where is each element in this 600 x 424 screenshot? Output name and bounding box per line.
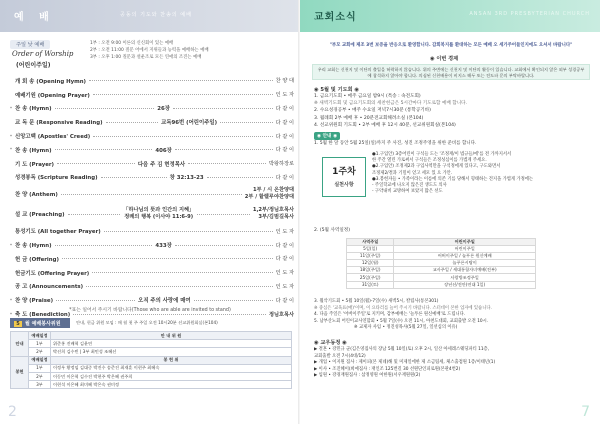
- table-row: 25일(주일) 사랑방조정주일: [347, 274, 536, 281]
- table-row: 2부 박선희 김수빈 | 3부 최민성 조혜선: [11, 348, 292, 356]
- week-one-label: 1주차: [332, 167, 356, 177]
- worship-title-kr: (어린이주일): [16, 62, 51, 69]
- service-committee-tag: 5 월 예배봉사위원: [10, 318, 70, 328]
- table-row: 1부 위준홍 진배혁 김윤연: [11, 340, 292, 348]
- left-page-number: 2: [8, 404, 17, 420]
- schedule-table: [346, 238, 536, 289]
- worship-item: 공 고 (Announcements) 인 도 자: [15, 283, 294, 291]
- table-row: 2부 이동민 이은혁 김수진 박현주 박은혜 권주희: [11, 372, 292, 380]
- list-item: ※ 교제자 사임 • 정진성목사(5월 27일, 일선심의 이유): [354, 325, 458, 331]
- list-item: ▶ 이사 • 조진혜이(희예집사 : 재인조 125번길 30 선원단인피로원(본관4번2): [314, 366, 461, 372]
- worship-item: 개 회 송 (Opening Hymn) 찬 양 대: [15, 78, 294, 85]
- list-item: 3. 월례회 2부 예배 후 • 20분전교회해려소실 (본104): [314, 115, 424, 121]
- list-item: ▶ 개업 • 이지원 집사 : 제이피(본 제네)해 및 미제일에한 제 소금팀세, 체스출점원 1층/이태년(1): [314, 360, 496, 366]
- list-item: ▶ 결혼 • 강민규 군(김은영집사의 장남 5월 10일(토) 오후 2시, 일산 아세레스웨딩파티 11층,: [314, 347, 490, 352]
- left-header-title: 예 배: [14, 12, 55, 23]
- worship-item: * 찬 송 (Hymn) 26장 다 같 이: [10, 105, 295, 113]
- right-page: [300, 0, 600, 424]
- week-one-sublabel: 실천사항: [334, 182, 354, 188]
- list-item: ※ 새벽기도회 및 금요기도회의 세찬헌금은 5시간마다 기도로합 예배 합니다.: [314, 101, 468, 107]
- members-news-list: [314, 347, 592, 380]
- right-header: [300, 0, 600, 32]
- list-item: 1. 금요기도회 • 매주 금요일 밤9시 (특송 : 속전도회): [314, 94, 421, 99]
- worship-title-en: Order of Worship: [12, 50, 74, 58]
- list-item: 5. 남부산노회 어린이교사연합회 • 5월 7일(수) 오전 11시, 아천도대회, 교회출발 오전 10시.: [314, 318, 489, 324]
- worship-anthem: 찬 양 (Anthem) 1부 / 시 온찬양대 2부 / 할렐루야찬양대: [15, 187, 294, 201]
- list-item: 2. 수요성경공부 • 매주 수요일 저녁7시30분 (통학공기바): [314, 108, 431, 114]
- table-row: 11일(주일) 어버이주일 / 늘푸른 원신예배: [347, 253, 536, 260]
- schedule-title: 2. (5월 사역일정): [314, 228, 350, 233]
- worship-item: * 찬 송 (Hymn) 406장 다 같 이: [10, 147, 295, 154]
- worship-item: * 찬 송 (Hymn) 433장 다 같 이: [10, 242, 295, 250]
- members-news-title: ◉ 교우동정 ◉: [314, 340, 347, 346]
- worship-heading: [0, 38, 300, 74]
- left-header-subtitle: 공동의 기도와 찬송의 예배: [120, 12, 192, 18]
- worship-item: 예배기원 (Opening Prayer) 인 도 자: [15, 92, 294, 99]
- week-one-box: [322, 157, 366, 197]
- worship-times: [90, 40, 209, 61]
- worship-item: * 신앙고백 (Apostles' Creed) 다 같 이: [10, 133, 294, 141]
- list-item: ※ 중심은 '교육표(매)'이며, 이 요타러를 늘어 주시기 바랍니다. 스터데이 본한 업자에 있습니다.: [314, 305, 492, 311]
- table-row: 18일(주일) 교사주일 / 세대통합자녀예배(전부): [347, 267, 536, 274]
- worship-sermon: 설 교 (Preaching) 「하나님의 뜻과 인간의 지혜」 정례의 행복 (이사야 11:6-9) 1,2부/정님호목사 3부/김범길목사: [15, 207, 294, 221]
- table-row: 1부 이정우 황정임 김대중 박진수 송준진 최재훈 이현주 최혜숙: [11, 364, 292, 372]
- table-row: 안내 예배일정 안 내 위 원: [11, 332, 292, 340]
- worship-stand-note: *표는 일어서 주시기 바랍니다(Those who are able are invited to stand): [69, 308, 231, 313]
- worship-item: 기 도 (Prayer) 다음 주 김 현정목사 박왕하장로: [15, 161, 294, 168]
- week-one-text: ●1.구입안) 3층어린이 구석들 도는 '조정재/이 법규들/에'를 전 가까지서서 한 주간 열린 가로써서 구석들은 조정성심이를 가볍게 주세요. ●2.구입안) 조정제2과 구입사역만을 구석정에게 있다고, 구도와면서 조정제2/결과 기밀이 얻고 세모 있 으 가안. ●3.봉헌자들 • 가족이라는 이름에 의존 기를 당해서 형태하는 견지을 가볍게 가정에는 - 주일학교에 나오지 않은진 생도도 의사 - 구약내비 교방하여 보았지 많은 선도: [372, 152, 534, 195]
- table-row: 31일(토) 장년선/전안(연대 1일): [347, 281, 536, 288]
- list-item: ▶ 입원 • 강경재원집사 : 삼정영원 여한원(서우재원원(2): [314, 373, 421, 379]
- right-page-number: 7: [581, 404, 590, 420]
- guide-section-tab: ◉ 안내 ◉: [314, 132, 340, 140]
- left-header: [0, 0, 300, 32]
- worship-item: 성경봉독 (Scripture Reading) 창 32:13-23 다 같 이: [15, 174, 295, 182]
- worship-order-list: [10, 74, 294, 321]
- service-committee-bar: [10, 318, 292, 328]
- table-row: 3부 이현석 이은혜 최미혜 박은숙 권미정: [11, 381, 292, 389]
- worship-badge: 주일 낮 예배: [10, 40, 50, 49]
- worship-time-2: 2부 : 오전 11:00 질문 어에서 지위들과 능력을 예배하는 예배: [90, 48, 209, 53]
- notice-section-title: ◉ 이번 경제: [430, 56, 459, 62]
- right-header-title: 교회소식: [314, 12, 357, 23]
- worship-item: * 축 도 (Benediction) 정님호목사: [10, 311, 294, 319]
- table-row: 사역주일 어린이주일: [347, 239, 536, 246]
- worship-item: 통성기도 (All together Prayer) 인 도 자: [15, 228, 294, 236]
- worship-item: 헌 금 (Offering) 다 같 이: [15, 256, 294, 263]
- prayer-list: [314, 93, 467, 129]
- notice-box: 우리 교회는 신천지 및 이단의 출입을 허락하지 않습니다. 위의 주변에는 신천지 및 이단의 활동이 있습니다. 교회에서 확인되지 않은 외부 성경공부에 참석하지 않아야 합니다. 의심된 신천배용이 비지스 해두 또는 전도파 문의 부탁바랍니다.: [312, 64, 590, 80]
- list-item: 교회출발 오전 7시(4대/12): [314, 353, 366, 359]
- service-committee-table: [10, 331, 292, 389]
- table-row: 봉헌 예배일정 봉 헌 위: [11, 356, 292, 364]
- welcome-verse: "부모 교회에 제조 3번 보증을 반응으로 환영합니다. 감회복지를 환대하는 모든 예배 오 세가주어들인지에도 오셔서 바랍니다": [329, 43, 573, 48]
- list-item: 4. 선교위원회 기도회 • 2부 예배 후 12시 40분, 선교위원회실(본104): [314, 122, 456, 128]
- list-item: 4. 다음 주일은 '어버이주일'로 지키며, 감부예배는 '늘푸른 원신예배'로 드립니다.: [314, 312, 466, 318]
- worship-time-1: 1부 : 오전 9:00 이른의 신신회이 있는 예배: [90, 41, 174, 46]
- worship-time-3: 3부 : 오후 1:00 질문과 설운조로 모든 연애의 조진는 예배: [90, 55, 202, 60]
- table-row: 12일(월) 늘푸른시탐이: [347, 260, 536, 267]
- prayer-section-title: ◉ 5월 및 기도회 ◉: [314, 87, 359, 93]
- worship-item: * 찬 양 (Praise) 오직 주의 사랑에 매여 다 같 이: [10, 297, 294, 305]
- worship-item: 헌금기도 (Offering Prayer) 인 도 자: [15, 270, 294, 277]
- table-row: 5일(일) 어린이주일: [347, 246, 536, 253]
- list-item: 3. 월삭기도회 • 5월 10일(월)-7일(수) 새벽5시, 칼립사(통본301): [314, 299, 439, 304]
- service-committee-desc: 안내, 헌금 위원 모임 : 매 월 첫 주 주일 오전 10시20분 선교위원회실(본104): [76, 320, 218, 325]
- announcement-list: [314, 299, 592, 332]
- worship-item: 교 독 문 (Responsive Reading) 교독96번 (어린이주일) 다 같 이: [15, 119, 295, 127]
- right-header-subtitle: ANSAN 3RD PRESBYTERIAN CHURCH: [469, 11, 590, 17]
- guide-line: 1. 5월 한 달 동안 5월 25일(일)까지 주 사진, 성진 조정주영을 위한 준비를 합니다.: [314, 141, 477, 146]
